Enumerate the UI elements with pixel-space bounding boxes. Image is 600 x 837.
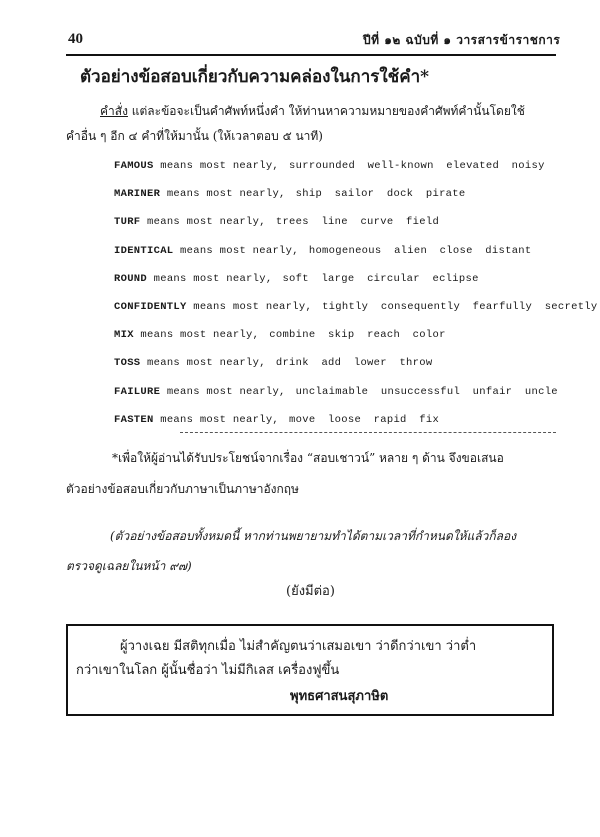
question-item <box>114 386 558 398</box>
quote-source: พุทธศาสนสุภาษิต <box>290 689 389 704</box>
question-word: MARINER <box>114 188 161 201</box>
question-word: FASTEN <box>114 413 154 426</box>
quote-line-1: ผู้วางเฉย มีสติทุกเมื่อ ไม่สำคัญตนว่าเสมอเขา ว่าดีกว่าเขา ว่าต่ำ <box>120 639 477 654</box>
page-number: 40 <box>68 31 83 47</box>
continued-label: (ยังมีต่อ) <box>286 584 335 599</box>
instruction-label: คำสั่ง <box>100 104 128 118</box>
question-stem: means most nearly, <box>160 413 280 426</box>
running-header: ปีที่ ๑๒ ฉบับที่ ๑ วารสารข้าราชการ <box>363 33 561 47</box>
question-word: IDENTICAL <box>114 244 174 257</box>
question-stem: means most nearly, <box>153 272 273 285</box>
question-item <box>114 188 465 200</box>
question-options: move loose rapid fix <box>289 413 440 426</box>
question-stem: means most nearly, <box>140 329 260 342</box>
question-options: tightly consequently fearfully secretly <box>322 301 598 313</box>
quote-line-2: กว่าเขาในโลก ผู้นั้นชื่อว่า ไม่มีกิเลส เครื่องฟูขึ้น <box>76 663 340 678</box>
header-rule <box>66 54 556 56</box>
answer-note-line-2: ตรวจดูเฉลยในหน้า ๙๗) <box>66 559 192 573</box>
question-options: homogeneous alien close distant <box>308 244 532 257</box>
question-item <box>114 216 439 228</box>
question-word: FAMOUS <box>114 160 154 172</box>
question-options: unclaimable unsuccessful unfair uncle <box>295 385 558 398</box>
footnote-rule <box>180 432 556 433</box>
question-options: surrounded well-known elevated noisy <box>289 160 545 172</box>
instruction-line-1 <box>100 102 525 121</box>
question-word: TOSS <box>114 357 141 370</box>
question-stem: means most nearly, <box>166 385 286 398</box>
question-word: TURF <box>114 216 141 229</box>
question-item <box>114 329 446 341</box>
question-stem: means most nearly, <box>147 357 266 370</box>
question-item <box>114 273 479 285</box>
question-stem: means most nearly, <box>193 301 313 313</box>
question-stem: means most nearly, <box>160 160 280 172</box>
question-options: soft large circular eclipse <box>282 272 479 285</box>
footnote-line-2: ตัวอย่างข้อสอบเกี่ยวกับภาษาเป็นภาษาอังกฤษ <box>66 482 299 496</box>
question-item <box>114 245 532 257</box>
section-title: ตัวอย่างข้อสอบเกี่ยวกับความคล่องในการใช้คำ* <box>80 67 430 87</box>
instruction-line-2: คำอื่น ๆ อีก ๔ คำที่ให้มานั้น (ให้เวลาตอบ ๕ นาที) <box>66 129 323 143</box>
question-item <box>114 160 545 172</box>
question-word: MIX <box>114 329 134 342</box>
question-stem: means most nearly, <box>180 244 299 257</box>
question-item <box>114 357 432 369</box>
question-word: CONFIDENTLY <box>114 301 187 313</box>
question-options: ship sailor dock pirate <box>295 188 466 201</box>
question-options: trees line curve field <box>275 216 440 229</box>
question-word: ROUND <box>114 272 148 285</box>
answer-note-line-1: (ตัวอย่างข้อสอบทั้งหมดนี้ หากท่านพยายามทำได้ตามเวลาที่กำหนดให้แล้วก็ลอง <box>110 529 517 543</box>
question-item <box>114 301 598 313</box>
question-word: FAILURE <box>114 385 161 398</box>
question-item <box>114 414 439 426</box>
question-stem: means most nearly, <box>147 216 266 229</box>
footnote-line-1: *เพื่อให้ผู้อ่านได้รับประโยชน์จากเรื่อง “สอบเชาวน์” หลาย ๆ ด้าน จึงขอเสนอ <box>112 451 504 465</box>
instruction-text: แต่ละข้อจะเป็นคำศัพท์หนึ่งคำ ให้ท่านหาความหมายของคำศัพท์คำนั้นโดยใช้ <box>127 104 525 118</box>
question-options: drink add lower throw <box>275 357 433 370</box>
question-stem: means most nearly, <box>166 188 286 201</box>
question-options: combine skip reach color <box>269 329 446 342</box>
